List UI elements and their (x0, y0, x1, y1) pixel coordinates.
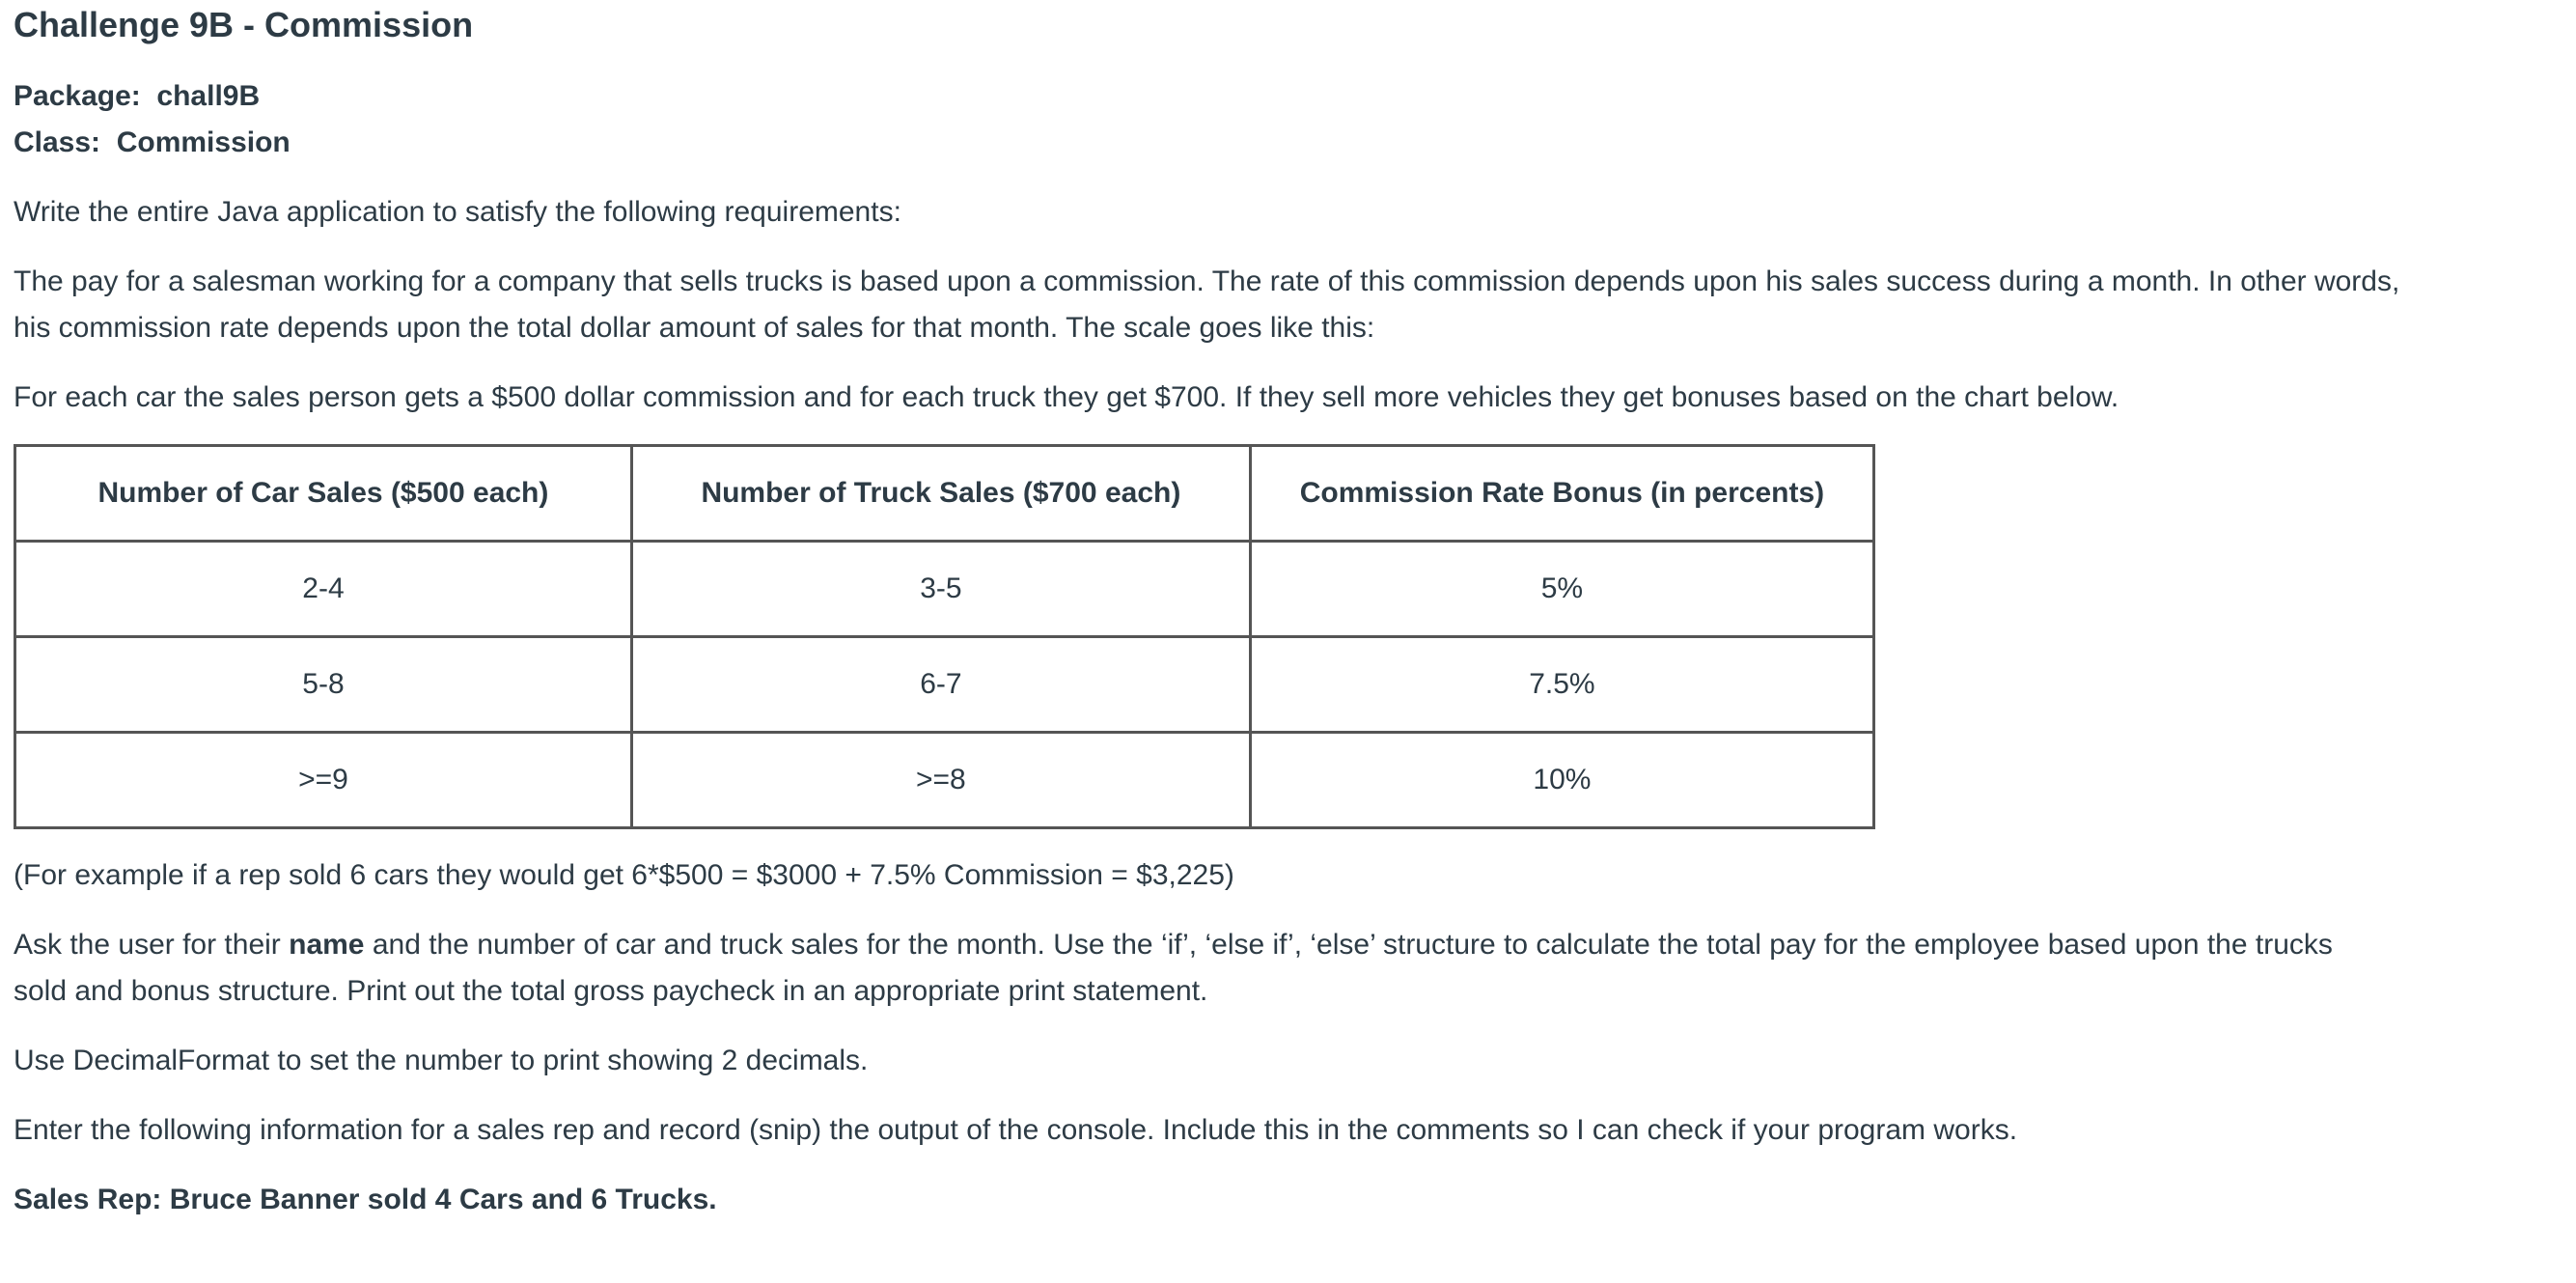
commission-table (14, 444, 1875, 829)
intro-paragraph: Write the entire Java application to satisfy the following requirements: (14, 196, 901, 228)
cell-truck-sales: 6-7 (631, 637, 1250, 733)
ask-text-bold: name (289, 929, 365, 961)
cell-car-sales: 5-8 (15, 637, 632, 733)
cell-truck-sales: >=8 (631, 733, 1250, 828)
table-row (15, 733, 1874, 828)
package-row (14, 73, 2576, 120)
table-header-row (15, 446, 1874, 542)
cell-car-sales: 2-4 (15, 542, 632, 637)
pay-line-2: his commission rate depends upon the total dollar amount of sales for that month. The scale goes like this: (14, 312, 1375, 344)
header-commission-bonus: Commission Rate Bonus (in percents) (1250, 446, 1873, 542)
each-car-paragraph: For each car the sales person gets a $500 dollar commission and for each truck they get $700. If they sell more vehicles they get bonuses based on the chart below. (14, 381, 2119, 413)
class-label: Class: (14, 126, 101, 158)
cell-bonus: 7.5% (1250, 637, 1873, 733)
assignment-meta (14, 73, 2576, 166)
ask-text-line-2: sold and bonus structure. Print out the total gross paycheck in an appropriate print statement. (14, 975, 1208, 1007)
page-title: Challenge 9B - Commission (14, 5, 474, 44)
header-car-sales: Number of Car Sales ($500 each) (15, 446, 632, 542)
cell-bonus: 5% (1250, 542, 1873, 637)
table-row (15, 637, 1874, 733)
class-value: Commission (116, 126, 291, 158)
decimal-paragraph: Use DecimalFormat to set the number to print showing 2 decimals. (14, 1045, 869, 1076)
pay-paragraph (14, 259, 2576, 351)
cell-bonus: 10% (1250, 733, 1873, 828)
class-row (14, 120, 2576, 166)
package-value: chall9B (156, 80, 261, 112)
table-row (15, 542, 1874, 637)
sales-rep-paragraph: Sales Rep: Bruce Banner sold 4 Cars and 6 Trucks. (14, 1184, 717, 1215)
ask-text-post: and the number of car and truck sales for the month. Use the ‘if’, ‘else if’, ‘else’ structure to calculate the total pay for the employee based upon the trucks (364, 929, 2333, 961)
package-label: Package: (14, 80, 141, 112)
pay-line-1: The pay for a salesman working for a company that sells trucks is based upon a commission. The rate of this commission depends upon his sales success during a month. In other words, (14, 265, 2400, 297)
enter-paragraph: Enter the following information for a sales rep and record (snip) the output of the console. Include this in the comments so I can check if your program works. (14, 1114, 2018, 1146)
header-truck-sales: Number of Truck Sales ($700 each) (631, 446, 1250, 542)
example-paragraph: (For example if a rep sold 6 cars they would get 6*$500 = $3000 + 7.5% Commission = $3,225) (14, 859, 1234, 891)
cell-car-sales: >=9 (15, 733, 632, 828)
cell-truck-sales: 3-5 (631, 542, 1250, 637)
ask-paragraph (14, 922, 2576, 1015)
ask-text-pre: Ask the user for their (14, 929, 290, 961)
